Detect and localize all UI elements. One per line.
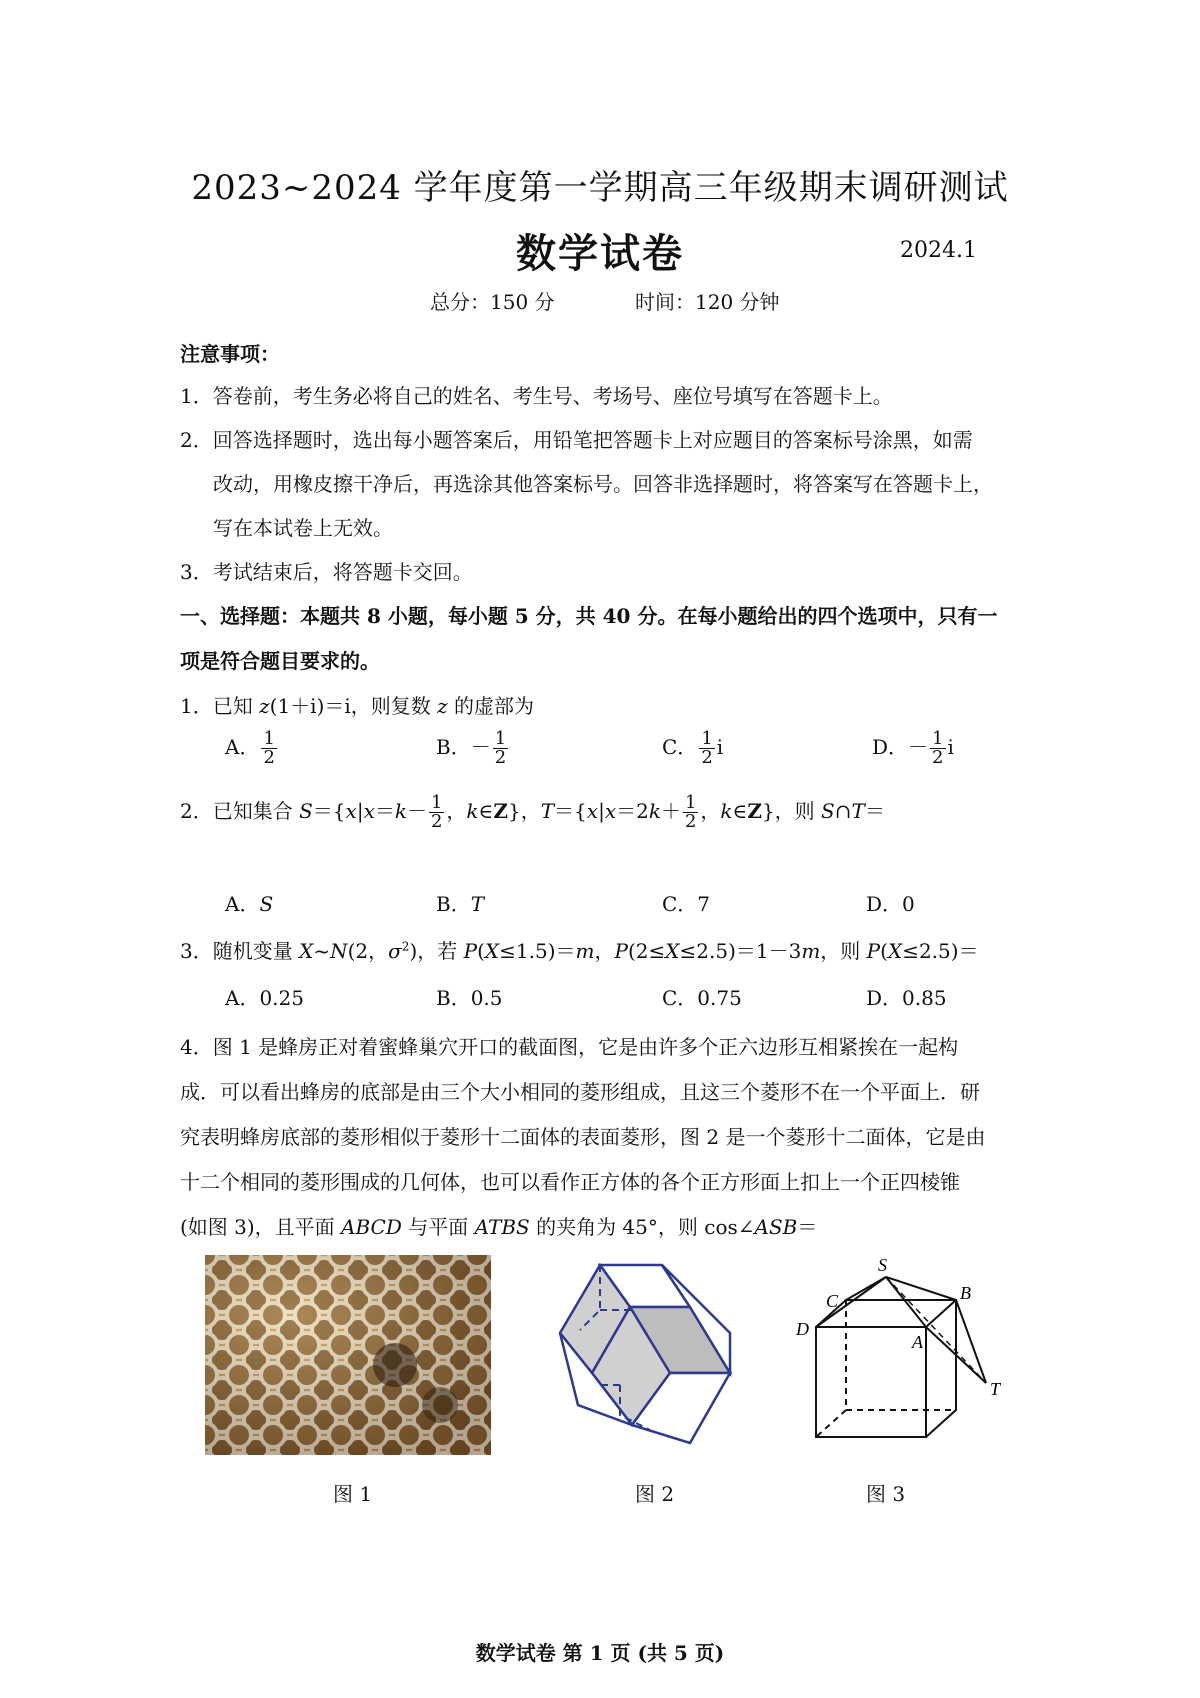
page-footer: 数学试卷 第 1 页 (共 5 页) bbox=[475, 1641, 725, 1665]
question-3-option-b: B．0.5 bbox=[436, 986, 503, 1010]
question-2-option-b: B．T bbox=[436, 892, 485, 916]
question-1-option-d: D．－ $\frac{1}{2}$ i bbox=[872, 728, 954, 768]
question-1-option-b: B．－ $\frac{1}{2}$ bbox=[436, 728, 507, 768]
label-t: T bbox=[990, 1379, 1001, 1399]
figure-1-honeycomb-image bbox=[205, 1255, 491, 1455]
notice-item-2-line-3: 写在本试卷上无效。 bbox=[213, 516, 393, 540]
notice-heading: 注意事项： bbox=[180, 342, 280, 366]
question-4-line-1: 4．图 1 是蜂房正对着蜜蜂巢穴开口的截面图，它是由许多个正六边形互相紧挨在一起构 bbox=[180, 1035, 959, 1059]
label-s: S bbox=[878, 1255, 887, 1275]
figure-3-cube-with-pyramid bbox=[790, 1255, 1020, 1465]
section-1-heading-line-1: 一、选择题：本题共 8 小题，每小题 5 分，共 40 分。在每小题给出的四个选项中，只有一 bbox=[180, 604, 998, 628]
question-2-option-a: A．S bbox=[225, 892, 274, 916]
question-2-option-c: C．7 bbox=[662, 892, 711, 916]
question-3-option-d: D．0.85 bbox=[866, 986, 947, 1010]
exam-title: 2023~2024 学年度第一学期高三年级期末调研测试 bbox=[191, 168, 1009, 208]
label-c: C bbox=[826, 1291, 839, 1311]
label-a: A bbox=[912, 1332, 923, 1352]
figure-2-caption: 图 2 bbox=[635, 1482, 675, 1506]
figure-2-rhombic-dodecahedron bbox=[540, 1255, 750, 1455]
question-1-option-c: C． $\frac{1}{2}$ i bbox=[662, 728, 724, 768]
figure-1-caption: 图 1 bbox=[333, 1482, 373, 1506]
label-d: D bbox=[796, 1319, 809, 1339]
notice-item-3: 3．考试结束后，将答题卡交回。 bbox=[180, 560, 473, 584]
question-4-line-3: 究表明蜂房底部的菱形相似于菱形十二面体的表面菱形，图 2 是一个菱形十二面体，它是由 bbox=[180, 1125, 986, 1149]
notice-item-1: 1．答卷前，考生务必将自己的姓名、考生号、考场号、座位号填写在答题卡上。 bbox=[180, 384, 893, 408]
question-1-stem: 1．已知 z(1＋i)＝i，则复数 z 的虚部为 bbox=[180, 694, 535, 718]
subject-title: 数学试卷 bbox=[516, 230, 684, 277]
question-2-option-d: D．0 bbox=[866, 892, 915, 916]
section-1-heading-line-2: 项是符合题目要求的。 bbox=[180, 649, 380, 673]
notice-item-2-line-1: 2．回答选择题时，选出每小题答案后，用铅笔把答题卡上对应题目的答案标号涂黑，如需 bbox=[180, 428, 973, 452]
exam-date: 2024.1 bbox=[900, 238, 977, 263]
question-1-option-a: A． $\frac{1}{2}$ bbox=[225, 728, 275, 768]
label-b: B bbox=[960, 1283, 971, 1303]
exam-duration: 时间：120 分钟 bbox=[635, 290, 780, 314]
question-4-line-2: 成．可以看出蜂房的底部是由三个大小相同的菱形组成，且这三个菱形不在一个平面上．研 bbox=[180, 1080, 980, 1104]
question-3-stem: 3．随机变量 X~N(2，$\sigma^2$)，若 P(X≤1.5)＝m，P(2≤X≤2.5)＝1－3m，则 P(X≤2.5)＝ bbox=[180, 939, 979, 963]
question-3-option-a: A．0.25 bbox=[225, 986, 304, 1010]
total-score: 总分：150 分 bbox=[430, 290, 555, 314]
question-4-line-5: (如图 3)，且平面 ABCD 与平面 ATBS 的夹角为 45°，则 cos∠ASB＝ bbox=[180, 1215, 818, 1239]
question-4-line-4: 十二个相同的菱形围成的几何体，也可以看作正方体的各个正方形面上扣上一个正四棱锥 bbox=[180, 1170, 960, 1194]
question-3-option-c: C．0.75 bbox=[662, 986, 742, 1010]
figure-3-caption: 图 3 bbox=[866, 1482, 906, 1506]
question-2-stem: 2．已知集合 S＝{x|x＝k－ $\frac{1}{2}$ ，k∈Z}，T＝{x|x＝2k＋ $\frac{1}{2}$ ，k∈Z}，则 S∩T＝ bbox=[180, 792, 885, 832]
notice-item-2-line-2: 改动，用橡皮擦干净后，再选涂其他答案标号。回答非选择题时，将答案写在答题卡上， bbox=[213, 472, 993, 496]
